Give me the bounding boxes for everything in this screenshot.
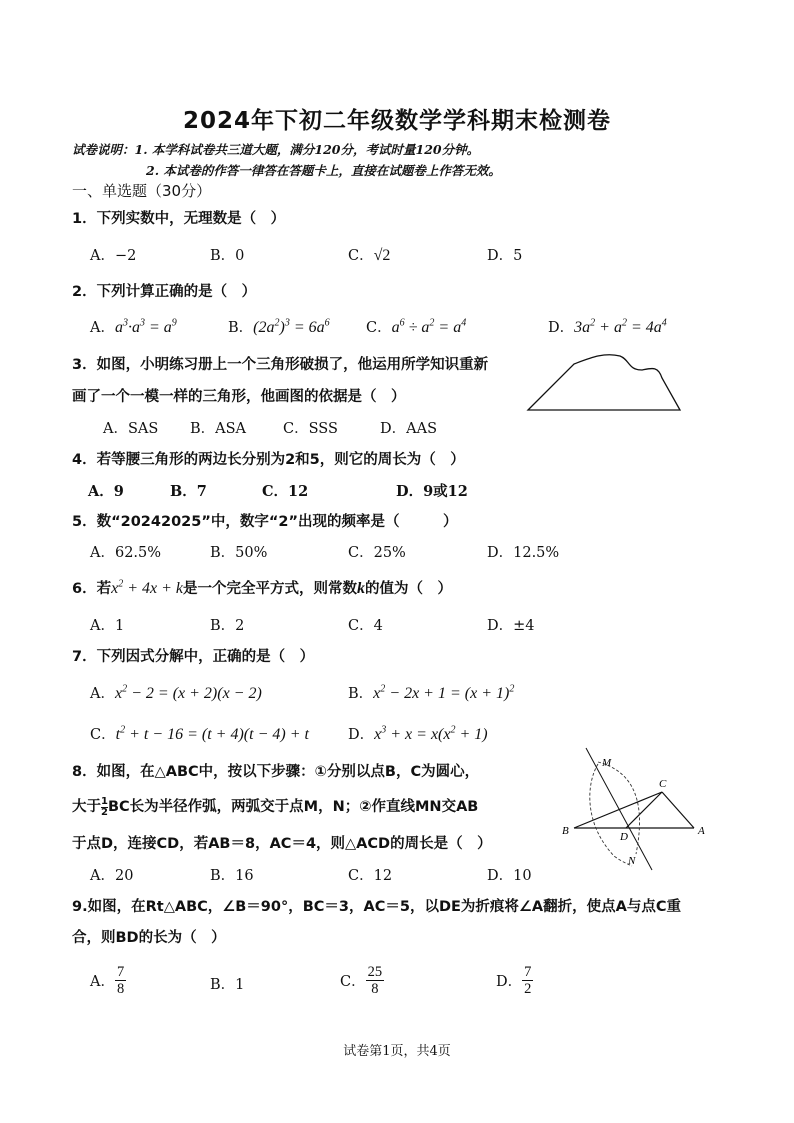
- question-6: 6．若$x^2 + 4x + k$是一个完全平方式，则常数k的值为（ ）: [72, 578, 452, 597]
- question-7: 7．下列因式分解中，正确的是（ ）: [72, 649, 315, 665]
- q9-option-c: C． $\frac{25}{8}$: [340, 964, 383, 997]
- q9-option-b: B．1: [210, 977, 245, 993]
- q9-option-a: A． $\frac{7}{8}$: [90, 964, 125, 997]
- q3-option-d: D．AAS: [380, 421, 438, 437]
- instructions-line2: 2. 本试卷的作答一律答在答题卡上，直接在试题卷上作答无效。: [146, 163, 501, 178]
- q6-option-c: C．4: [348, 618, 383, 634]
- label-b: B: [562, 825, 569, 837]
- q4-option-c: C．12: [262, 483, 309, 500]
- question-8-line3: 于点D，连接CD，若AB＝8，AC＝4，则△ACD的周长是（ ）: [72, 836, 492, 852]
- q1-option-c: C．√2: [348, 247, 391, 264]
- question-9-line1: 9.如图，在Rt△ABC，∠B＝90°，BC＝3，AC＝5，以DE为折痕将∠A翻折，使点A与点C重: [72, 899, 681, 915]
- q7-option-c: C．$t^2 + t - 16 = (t + 4)(t - 4) + t$: [90, 724, 309, 743]
- q8-option-d: D．10: [487, 868, 532, 884]
- question-3-line2: 画了一个一模一样的三角形，他画图的依据是（ ）: [72, 389, 406, 405]
- instructions-line1: 试卷说明：1. 本学科试卷共三道大题，满分120分，考试时量120分钟。: [72, 142, 480, 157]
- broken-triangle-figure: [520, 348, 690, 418]
- q8-option-b: B．16: [210, 868, 254, 884]
- q2-option-c: C．$a^6 \div a^2 = a^4$: [366, 317, 467, 336]
- label-c: C: [659, 778, 667, 790]
- q8-option-a: A．20: [90, 868, 134, 884]
- label-n: N: [628, 855, 636, 867]
- q5-option-b: B．50%: [210, 545, 268, 561]
- page-footer: 试卷第1页，共4页: [343, 1044, 451, 1059]
- perpendicular-bisector-figure: [558, 744, 718, 874]
- question-3-line1: 3．如图，小明练习册上一个三角形破损了，他运用所学知识重新: [72, 357, 489, 373]
- q3-option-a: A．SAS: [103, 421, 159, 437]
- label-a: A: [698, 825, 705, 837]
- question-4: 4．若等腰三角形的两边长分别为2和5，则它的周长为（ ）: [72, 452, 465, 468]
- q7-option-d: D．$x^3 + x = x(x^2 + 1)$: [348, 724, 488, 743]
- q6-option-a: A．1: [90, 618, 125, 634]
- question-9-line2: 合，则BD的长为（ ）: [72, 930, 226, 946]
- q6-option-d: D．±4: [487, 618, 535, 634]
- q4-option-b: B．7: [170, 483, 207, 500]
- q2-option-b: B．$(2a^2)^3 = 6a^6$: [228, 317, 330, 336]
- q5-option-d: D．12.5%: [487, 545, 560, 561]
- q7-option-b: B．$x^2 - 2x + 1 = (x + 1)^2$: [348, 683, 515, 702]
- page-title: 2024年下初二年级数学学科期末检测卷: [182, 108, 611, 134]
- q8-option-c: C．12: [348, 868, 393, 884]
- section-heading: 一、单选题（30分）: [72, 182, 212, 200]
- question-5: 5．数“20242025”中，数字“2”出现的频率是（ ）: [72, 514, 458, 530]
- question-2: 2．下列计算正确的是（ ）: [72, 284, 257, 300]
- label-m: M: [602, 757, 612, 769]
- q4-option-d: D．9或12: [396, 483, 468, 500]
- q5-option-a: A．62.5%: [90, 545, 162, 561]
- q9-option-d: D． $\frac{7}{2}$: [496, 964, 532, 997]
- q3-option-b: B．ASA: [190, 421, 247, 437]
- question-8-line2: 大于 $\frac{1}{2}BC$长为半径作弧，两弧交于点M，N；②作直线MN交AB: [72, 795, 479, 818]
- q6-option-b: B．2: [210, 618, 245, 634]
- q1-option-d: D．5: [487, 248, 523, 264]
- q4-option-a: A．9: [88, 483, 124, 500]
- q3-option-c: C．SSS: [283, 421, 338, 437]
- question-8-line1: 8．如图，在△ABC中，按以下步骤：①分别以点B，C为圆心，: [72, 764, 480, 780]
- q2-option-a: A．$a^3\cdot a^3 = a^9$: [90, 317, 177, 336]
- q1-option-b: B．0: [210, 248, 245, 264]
- question-1: 1．下列实数中，无理数是（ ）: [72, 211, 286, 227]
- q1-option-a: A．−2: [90, 248, 137, 264]
- q2-option-d: D．$3a^2 + a^2 = 4a^4$: [548, 317, 667, 336]
- q7-option-a: A．$x^2 - 2 = (x + 2)(x - 2)$: [90, 683, 262, 702]
- instructions-label: 试卷说明：: [72, 142, 135, 157]
- q5-option-c: C．25%: [348, 545, 406, 561]
- label-d: D: [620, 831, 628, 843]
